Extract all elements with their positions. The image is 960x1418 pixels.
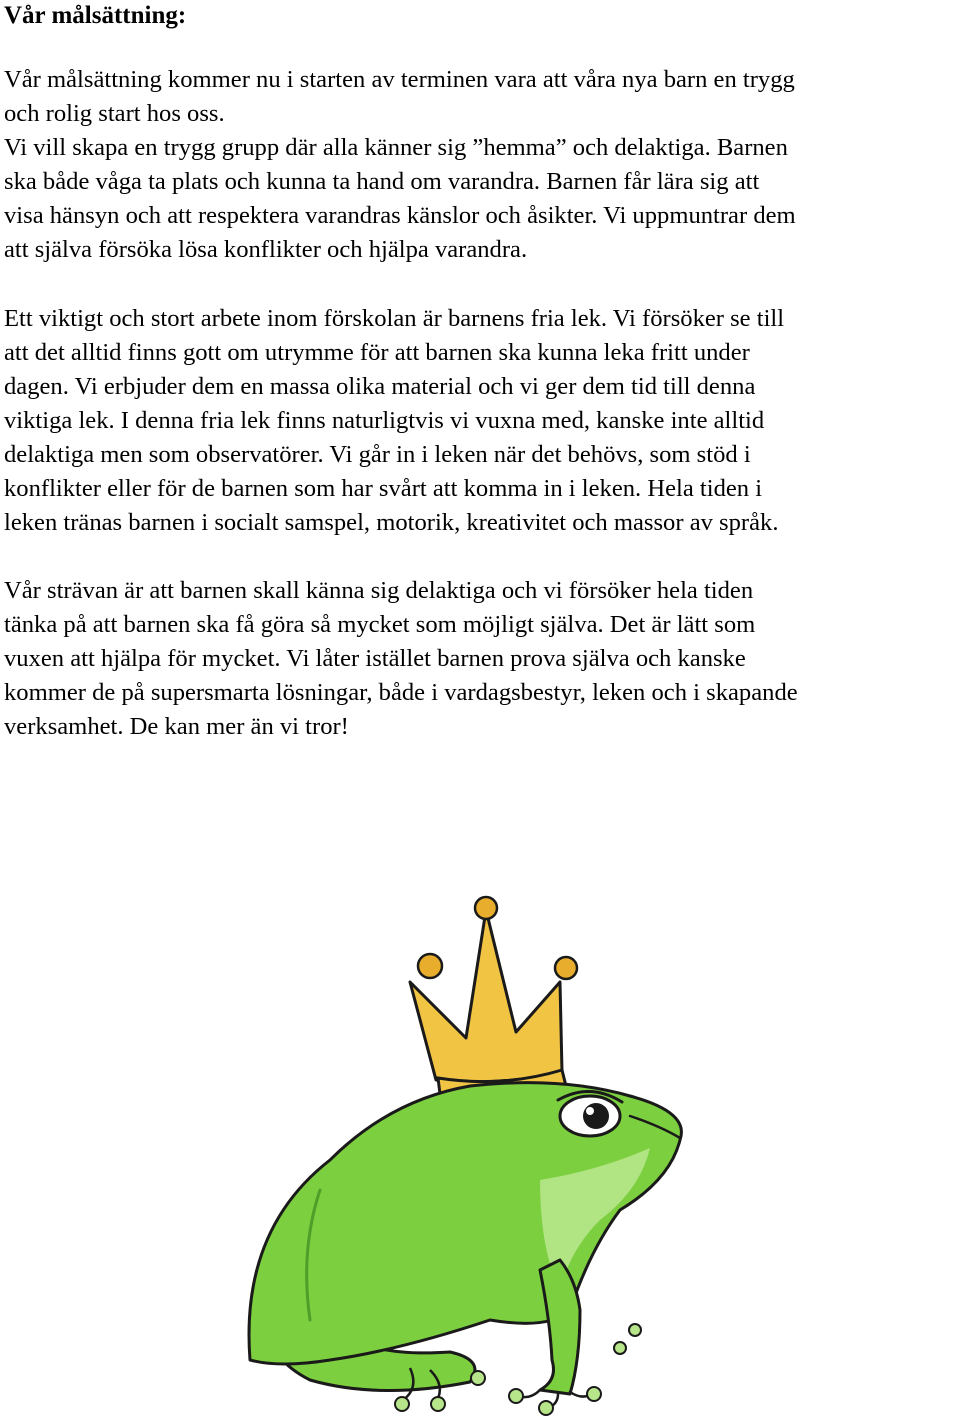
- text-line: delaktiga men som observatörer. Vi går in i leken när det behövs, som stöd i: [4, 441, 751, 468]
- text-line: ska både våga ta plats och kunna ta hand om varandra. Barnen får lära sig att: [4, 168, 760, 195]
- page-title: Vår målsättning:: [4, 2, 187, 29]
- text-line: Vi vill skapa en trygg grupp där alla känner sig ”hemma” och delaktiga. Barnen: [4, 134, 788, 161]
- text-line: kommer de på supersmarta lösningar, både i vardagsbestyr, leken och i skapande: [4, 679, 798, 706]
- paragraph-goals: [4, 63, 960, 267]
- crown-icon: [410, 897, 577, 1097]
- text-line: att det alltid finns gott om utrymme för att barnen ska kunna leka fritt under: [4, 339, 750, 366]
- text-line: Vår strävan är att barnen skall känna sig delaktiga och vi försöker hela tiden: [4, 577, 754, 604]
- text-line: tänka på att barnen ska få göra så mycket som möjligt själva. Det är lätt som: [4, 611, 756, 638]
- text-line: och rolig start hos oss.: [4, 100, 225, 127]
- text-line: verksamhet. De kan mer än vi tror!: [4, 713, 349, 740]
- text-line: viktiga lek. I denna fria lek finns naturligtvis vi vuxna med, kanske inte alltid: [4, 407, 765, 434]
- text-line: vuxen att hjälpa för mycket. Vi låter istället barnen prova själva och kanske: [4, 645, 746, 672]
- text-line: att själva försöka lösa konflikter och hjälpa varandra.: [4, 236, 528, 263]
- text-line: visa hänsyn och att respektera varandras känslor och åsikter. Vi uppmuntrar dem: [4, 202, 796, 229]
- text-line: konflikter eller för de barnen som har svårt att komma in i leken. Hela tiden i: [4, 475, 763, 502]
- text-line: Ett viktigt och stort arbete inom förskolan är barnens fria lek. Vi försöker se till: [4, 305, 785, 332]
- paragraph-participation: [4, 574, 960, 744]
- text-line: dagen. Vi erbjuder dem en massa olika material och vi ger dem tid till denna: [4, 373, 756, 400]
- crowned-frog-illustration: [240, 890, 710, 1418]
- text-line: Vår målsättning kommer nu i starten av terminen vara att våra nya barn en trygg: [4, 66, 795, 93]
- paragraph-free-play: [4, 302, 960, 540]
- text-line: leken tränas barnen i socialt samspel, motorik, kreativitet och massor av språk.: [4, 509, 779, 536]
